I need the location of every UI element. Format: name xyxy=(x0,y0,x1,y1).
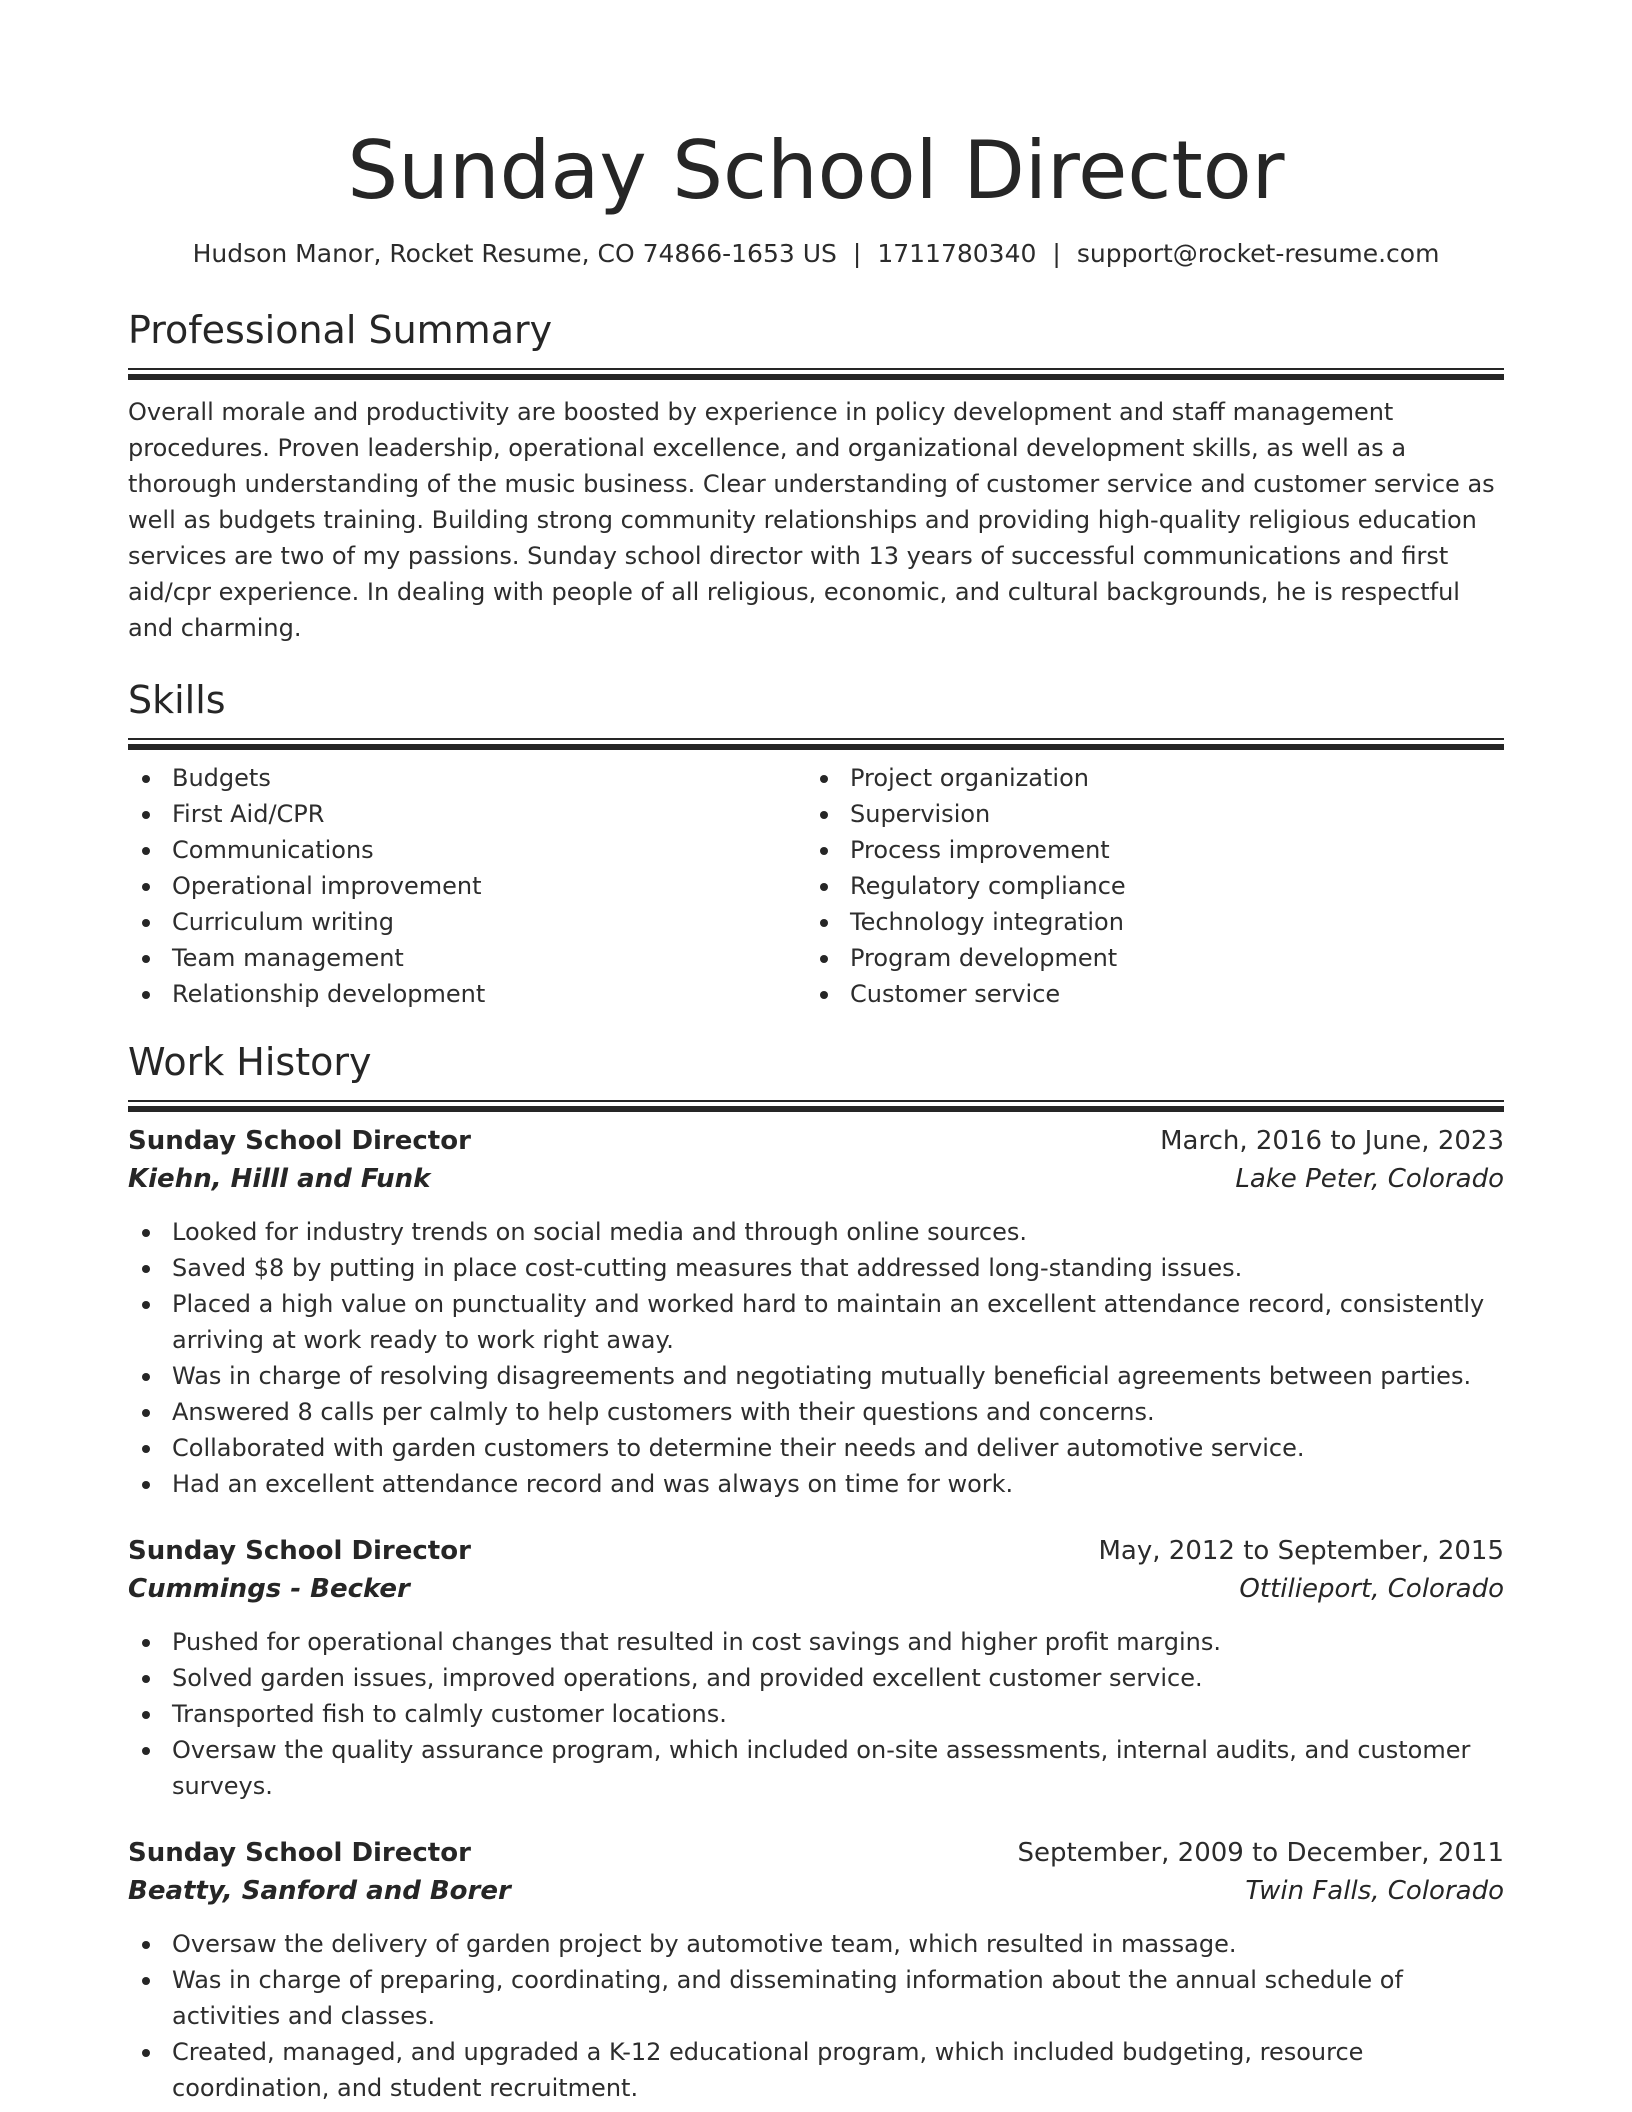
job-entry xyxy=(128,1532,1504,1804)
summary-section xyxy=(128,306,1504,646)
job-title: Sunday School Director xyxy=(128,1536,471,1566)
contact-email[interactable]: support@rocket-resume.com xyxy=(1076,239,1440,268)
job-dates: March, 2016 to June, 2023 xyxy=(1160,1126,1504,1156)
job-bullets xyxy=(128,1926,1504,2106)
job-bullet: Transported fish to calmly customer locations. xyxy=(128,1696,1504,1732)
job-bullets xyxy=(128,1624,1504,1804)
contact-separator: | xyxy=(1052,239,1061,268)
work-history-section xyxy=(128,1038,1504,2106)
job-subheader xyxy=(128,1570,1504,1608)
resume-name: Sunday School Director xyxy=(347,124,1285,217)
job-entry xyxy=(128,1834,1504,2106)
job-header xyxy=(128,1122,1504,1160)
section-divider xyxy=(128,368,1504,370)
skill-item: Relationship development xyxy=(128,976,806,1012)
job-bullet: Placed a high value on punctuality and worked hard to maintain an excellent attendance record, consistently arriving at work ready to work right away. xyxy=(128,1286,1504,1358)
job-bullet: Created, managed, and upgraded a K-12 educational program, which included budgeting, resource coordination, and student recruitment. xyxy=(128,2034,1504,2106)
job-location: Lake Peter, Colorado xyxy=(1235,1164,1504,1194)
job-company: Cummings - Becker xyxy=(128,1574,410,1604)
job-bullet: Saved $8 by putting in place cost-cutting measures that addressed long-standing issues. xyxy=(128,1250,1504,1286)
job-entry xyxy=(128,1122,1504,1502)
job-bullet: Answered 8 calls per calmly to help customers with their questions and concerns. xyxy=(128,1394,1504,1430)
job-company: Beatty, Sanford and Borer xyxy=(128,1876,511,1906)
job-bullet: Had an excellent attendance record and was always on time for work. xyxy=(128,1466,1504,1502)
skill-item: Operational improvement xyxy=(128,868,806,904)
skill-item: Supervision xyxy=(806,796,1484,832)
job-location: Ottilieport, Colorado xyxy=(1239,1574,1504,1604)
section-divider xyxy=(128,1100,1504,1102)
skills-list-right xyxy=(806,760,1484,1012)
job-subheader xyxy=(128,1160,1504,1198)
job-bullet: Pushed for operational changes that resulted in cost savings and higher profit margins. xyxy=(128,1624,1504,1660)
skill-item: Project organization xyxy=(806,760,1484,796)
job-bullet: Oversaw the delivery of garden project by automotive team, which resulted in massage. xyxy=(128,1926,1504,1962)
contact-line xyxy=(128,236,1504,272)
job-bullet: Was in charge of preparing, coordinating, and disseminating information about the annual schedule of activities and classes. xyxy=(128,1962,1504,2034)
skill-item: Technology integration xyxy=(806,904,1484,940)
skills-section xyxy=(128,676,1504,1012)
summary-text: Overall morale and productivity are boosted by experience in policy development and staff management procedures. Proven leadership, operational excellence, and organizational development skills, as well as a thorough understanding of the music business. Clear understanding of customer service and customer service as well as budgets training. Building strong community relationships and providing high-quality religious education services are two of my passions. Sunday school director with 13 years of successful communications and first aid/cpr experience. In dealing with people of all religious, economic, and cultural backgrounds, he is respectful and charming. xyxy=(128,398,1495,642)
skill-item: Process improvement xyxy=(806,832,1484,868)
skill-item: Program development xyxy=(806,940,1484,976)
section-divider xyxy=(128,738,1504,740)
job-bullet: Collaborated with garden customers to determine their needs and deliver automotive service. xyxy=(128,1430,1504,1466)
skills-heading: Skills xyxy=(128,678,226,722)
job-dates: May, 2012 to September, 2015 xyxy=(1098,1536,1504,1566)
job-header xyxy=(128,1834,1504,1872)
resume-page xyxy=(128,112,1504,2106)
skill-item: First Aid/CPR xyxy=(128,796,806,832)
job-subheader xyxy=(128,1872,1504,1910)
skills-columns xyxy=(128,760,1504,1012)
job-bullets xyxy=(128,1214,1504,1502)
job-bullet: Oversaw the quality assurance program, which included on-site assessments, internal audits, and customer surveys. xyxy=(128,1732,1504,1804)
job-bullet: Was in charge of resolving disagreements and negotiating mutually beneficial agreements between parties. xyxy=(128,1358,1504,1394)
skill-item: Communications xyxy=(128,832,806,868)
job-company: Kiehn, Hilll and Funk xyxy=(128,1164,431,1194)
job-bullet: Looked for industry trends on social media and through online sources. xyxy=(128,1214,1504,1250)
summary-heading: Professional Summary xyxy=(128,308,553,352)
job-bullet: Solved garden issues, improved operations, and provided excellent customer service. xyxy=(128,1660,1504,1696)
skill-item: Regulatory compliance xyxy=(806,868,1484,904)
job-title: Sunday School Director xyxy=(128,1126,471,1156)
skill-item: Curriculum writing xyxy=(128,904,806,940)
job-dates: September, 2009 to December, 2011 xyxy=(1017,1838,1504,1868)
work-history-heading: Work History xyxy=(128,1040,372,1084)
contact-separator: | xyxy=(852,239,862,268)
contact-phone: 1711780340 xyxy=(877,239,1037,268)
job-header xyxy=(128,1532,1504,1570)
job-title: Sunday School Director xyxy=(128,1838,471,1868)
skill-item: Customer service xyxy=(806,976,1484,1012)
skill-item: Budgets xyxy=(128,760,806,796)
skill-item: Team management xyxy=(128,940,806,976)
skills-list-left xyxy=(128,760,806,1012)
job-location: Twin Falls, Colorado xyxy=(1245,1876,1504,1906)
contact-address: Hudson Manor, Rocket Resume, CO 74866-1653 US xyxy=(192,239,837,268)
